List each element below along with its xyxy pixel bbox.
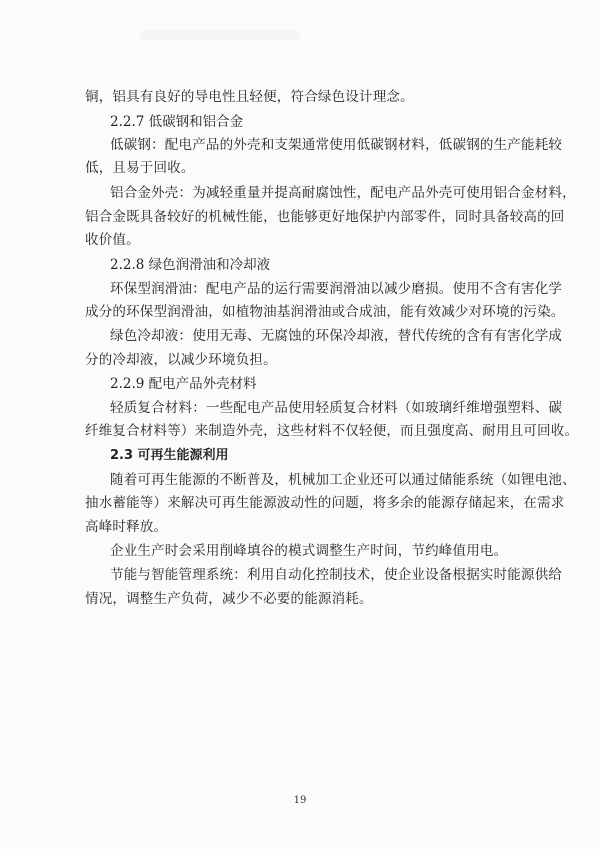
text-line: 铝合金既具备较好的机械性能，也能够更好地保护内部零件，同时具备较高的回 [85,209,565,225]
page-number: 19 [293,795,307,806]
section-heading-2-2-7: 2.2.7 低碳钢和铝合金 [110,114,244,130]
text-line: 绿色冷却液：使用无毒、无腐蚀的环保冷却液，替代传统的含有有害化学成 [110,328,563,344]
scan-artifact [140,30,300,40]
text-line: 节能与智能管理系统：利用自动化控制技术，使企业设备根据实时能源供给 [110,567,563,583]
text-line: 高峰时释放。 [85,519,168,535]
text-line: 低碳钢：配电产品的外壳和支架通常使用低碳钢材料，低碳钢的生产能耗较 [110,137,563,153]
text-line: 轻质复合材料：一些配电产品使用轻质复合材料（如玻璃纤维增强塑料、碳 [110,400,563,416]
text-line: 环保型润滑油：配电产品的运行需要润滑油以减少磨损。使用不含有害化学 [110,281,563,297]
text-line: 抽水蓄能等）来解决可再生能源波动性的问题，将多余的能源存储起来，在需求 [85,495,565,511]
text-line: 低，且易于回收。 [85,160,195,176]
section-heading-2-2-9: 2.2.9 配电产品外壳材料 [110,376,257,392]
text-line: 铝合金外壳：为减轻重量并提高耐腐蚀性，配电产品外壳可使用铝合金材料， [110,185,576,201]
text-line: 铜，铝具有良好的导电性且轻便，符合绿色设计理念。 [85,89,414,105]
text-line: 随着可再生能源的不断普及，机械加工企业还可以通过储能系统（如锂电池、 [110,472,576,488]
text-line: 情况，调整生产负荷，减少不必要的能源消耗。 [85,591,373,607]
text-line: 成分的环保型润滑油，如植物油基润滑油或合成油，能有效减少对环境的污染。 [85,304,565,320]
text-line: 分的冷却液，以减少环境负担。 [85,352,277,368]
text-line: 企业生产时会采用削峰填谷的模式调整生产时间，节约峰值用电。 [110,543,508,559]
text-line: 收价值。 [85,232,140,248]
text-line: 纤维复合材料等）来制造外壳，这些材料不仅轻便，而且强度高、耐用且可回收。 [85,423,579,439]
section-heading-2-2-8: 2.2.8 绿色润滑油和冷却液 [110,257,271,273]
section-heading-2-3: 2.3 可再生能源利用 [110,448,229,463]
